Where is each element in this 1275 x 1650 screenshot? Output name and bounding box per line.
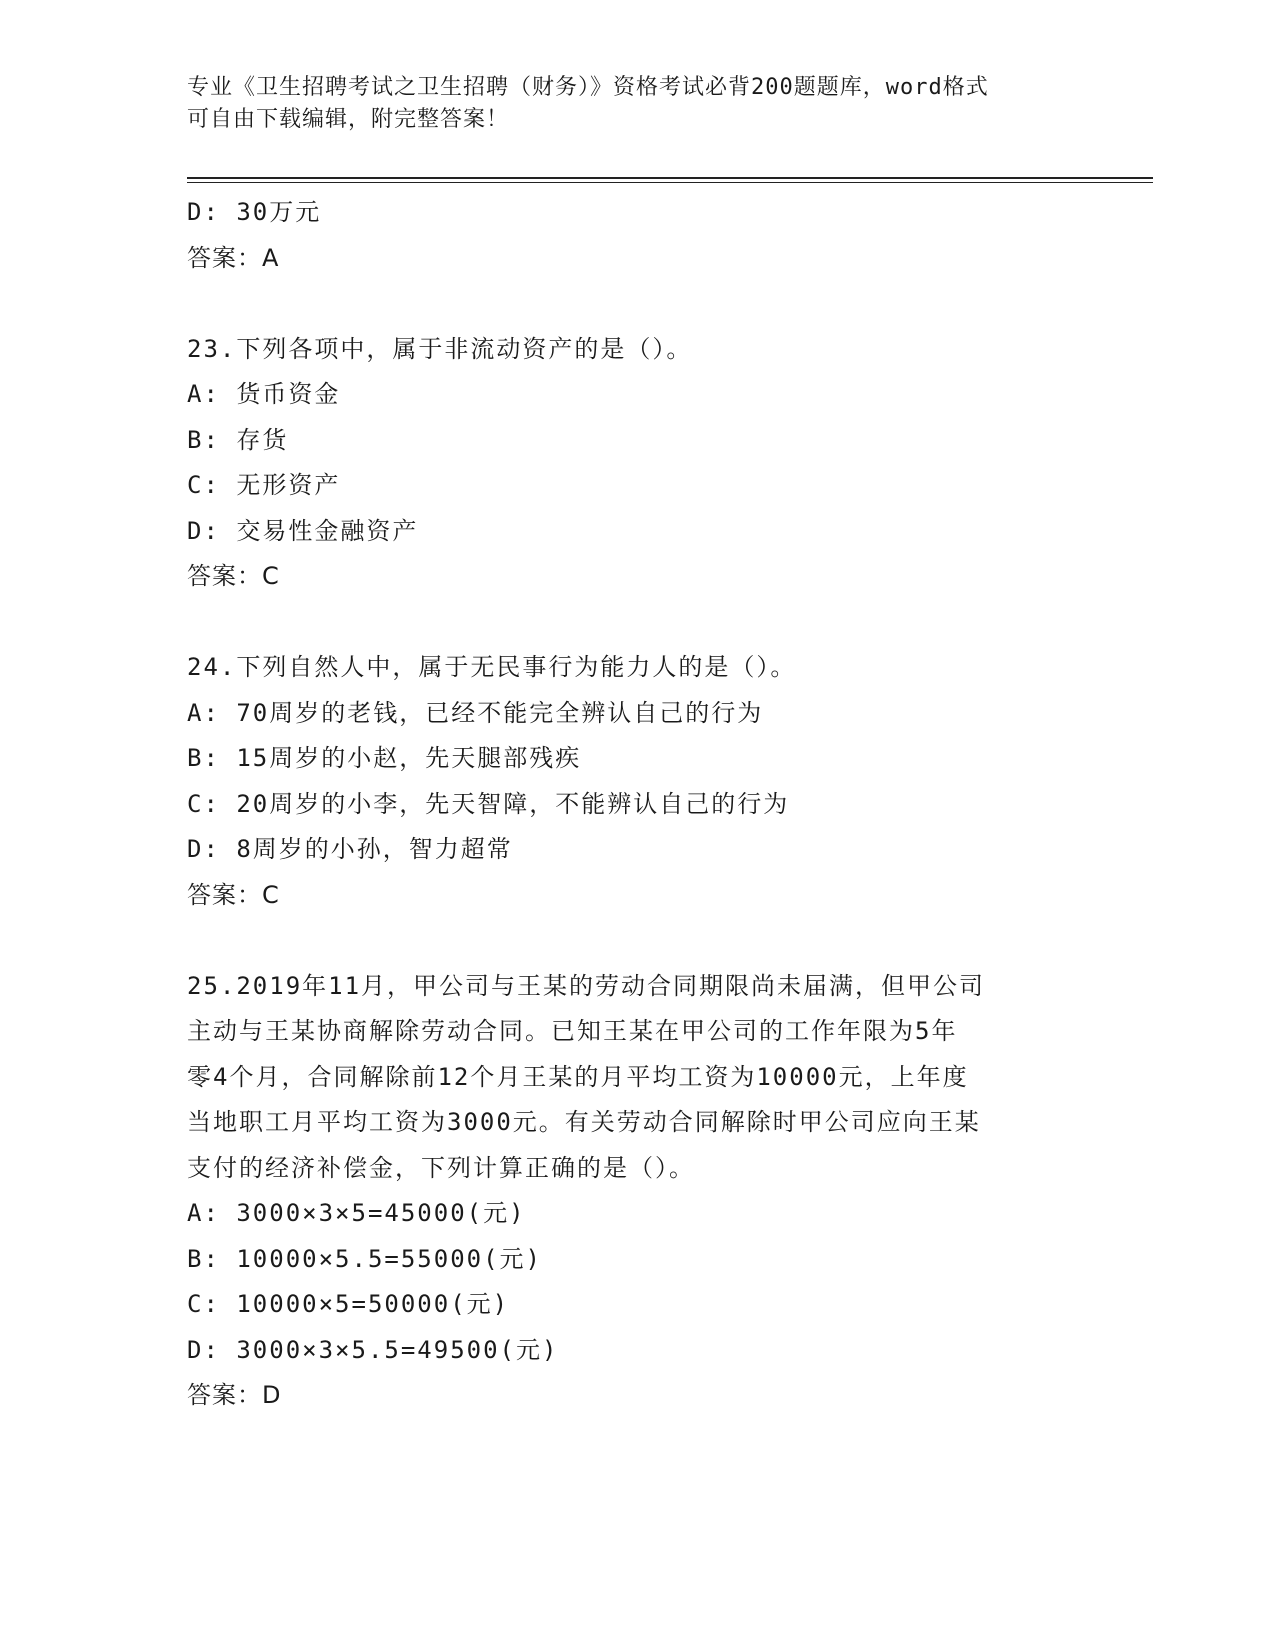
- option-a: A: 3000×3×5=45000(元): [187, 1199, 526, 1227]
- header-divider-thin: [187, 182, 1153, 183]
- option-a: A: 货币资金: [187, 380, 341, 408]
- header-divider-thick: [187, 177, 1153, 179]
- answer: 答案：D: [187, 1381, 282, 1409]
- spacer: [187, 600, 1087, 646]
- spacer: [187, 281, 1087, 327]
- option-c: C: 无形资产: [187, 471, 341, 499]
- question-stem-line-4: 当地职工月平均工资为3000元。有关劳动合同解除时甲公司应向王某: [187, 1108, 981, 1136]
- carry-option-d: D: 30万元: [187, 198, 322, 226]
- document-header: [187, 72, 1067, 136]
- option-d: D: 8周岁的小孙，智力超常: [187, 835, 513, 863]
- question-stem: 23.下列各项中，属于非流动资产的是（）。: [187, 334, 693, 363]
- question-stem: 24.下列自然人中，属于无民事行为能力人的是（）。: [187, 653, 797, 681]
- header-line-2: 可自由下载编辑，附完整答案！: [187, 107, 510, 132]
- option-b: B: 存货: [187, 425, 289, 454]
- option-b: B: 15周岁的小赵，先天腿部残疾: [187, 744, 582, 772]
- option-c: C: 10000×5=50000(元): [187, 1290, 510, 1318]
- question-25: [187, 964, 1087, 1419]
- question-24: [187, 645, 1087, 918]
- spacer: [187, 918, 1087, 964]
- question-stem-line-3: 零4个月，合同解除前12个月王某的月平均工资为10000元，上年度: [187, 1062, 969, 1091]
- option-c: C: 20周岁的小李，先天智障，不能辨认自己的行为: [187, 789, 790, 818]
- question-stem-line-5: 支付的经济补偿金，下列计算正确的是（）。: [187, 1153, 695, 1182]
- option-a: A: 70周岁的老钱，已经不能完全辨认自己的行为: [187, 698, 764, 727]
- carry-answer: 答案：A: [187, 243, 280, 272]
- option-d: D: 交易性金融资产: [187, 516, 419, 545]
- question-content: [187, 190, 1087, 1419]
- answer: 答案：C: [187, 562, 280, 590]
- header-line-1: 专业《卫生招聘考试之卫生招聘（财务）》资格考试必背200题题库，word格式: [187, 75, 989, 100]
- answer: 答案：C: [187, 880, 280, 909]
- option-b: B: 10000×5.5=55000(元): [187, 1244, 542, 1273]
- question-stem-line-1: 25.2019年11月，甲公司与王某的劳动合同期限尚未届满，但甲公司: [187, 971, 986, 1000]
- question-stem-line-2: 主动与王某协商解除劳动合同。已知王某在甲公司的工作年限为5年: [187, 1017, 958, 1045]
- option-d: D: 3000×3×5.5=49500(元): [187, 1335, 559, 1364]
- question-23: [187, 327, 1087, 600]
